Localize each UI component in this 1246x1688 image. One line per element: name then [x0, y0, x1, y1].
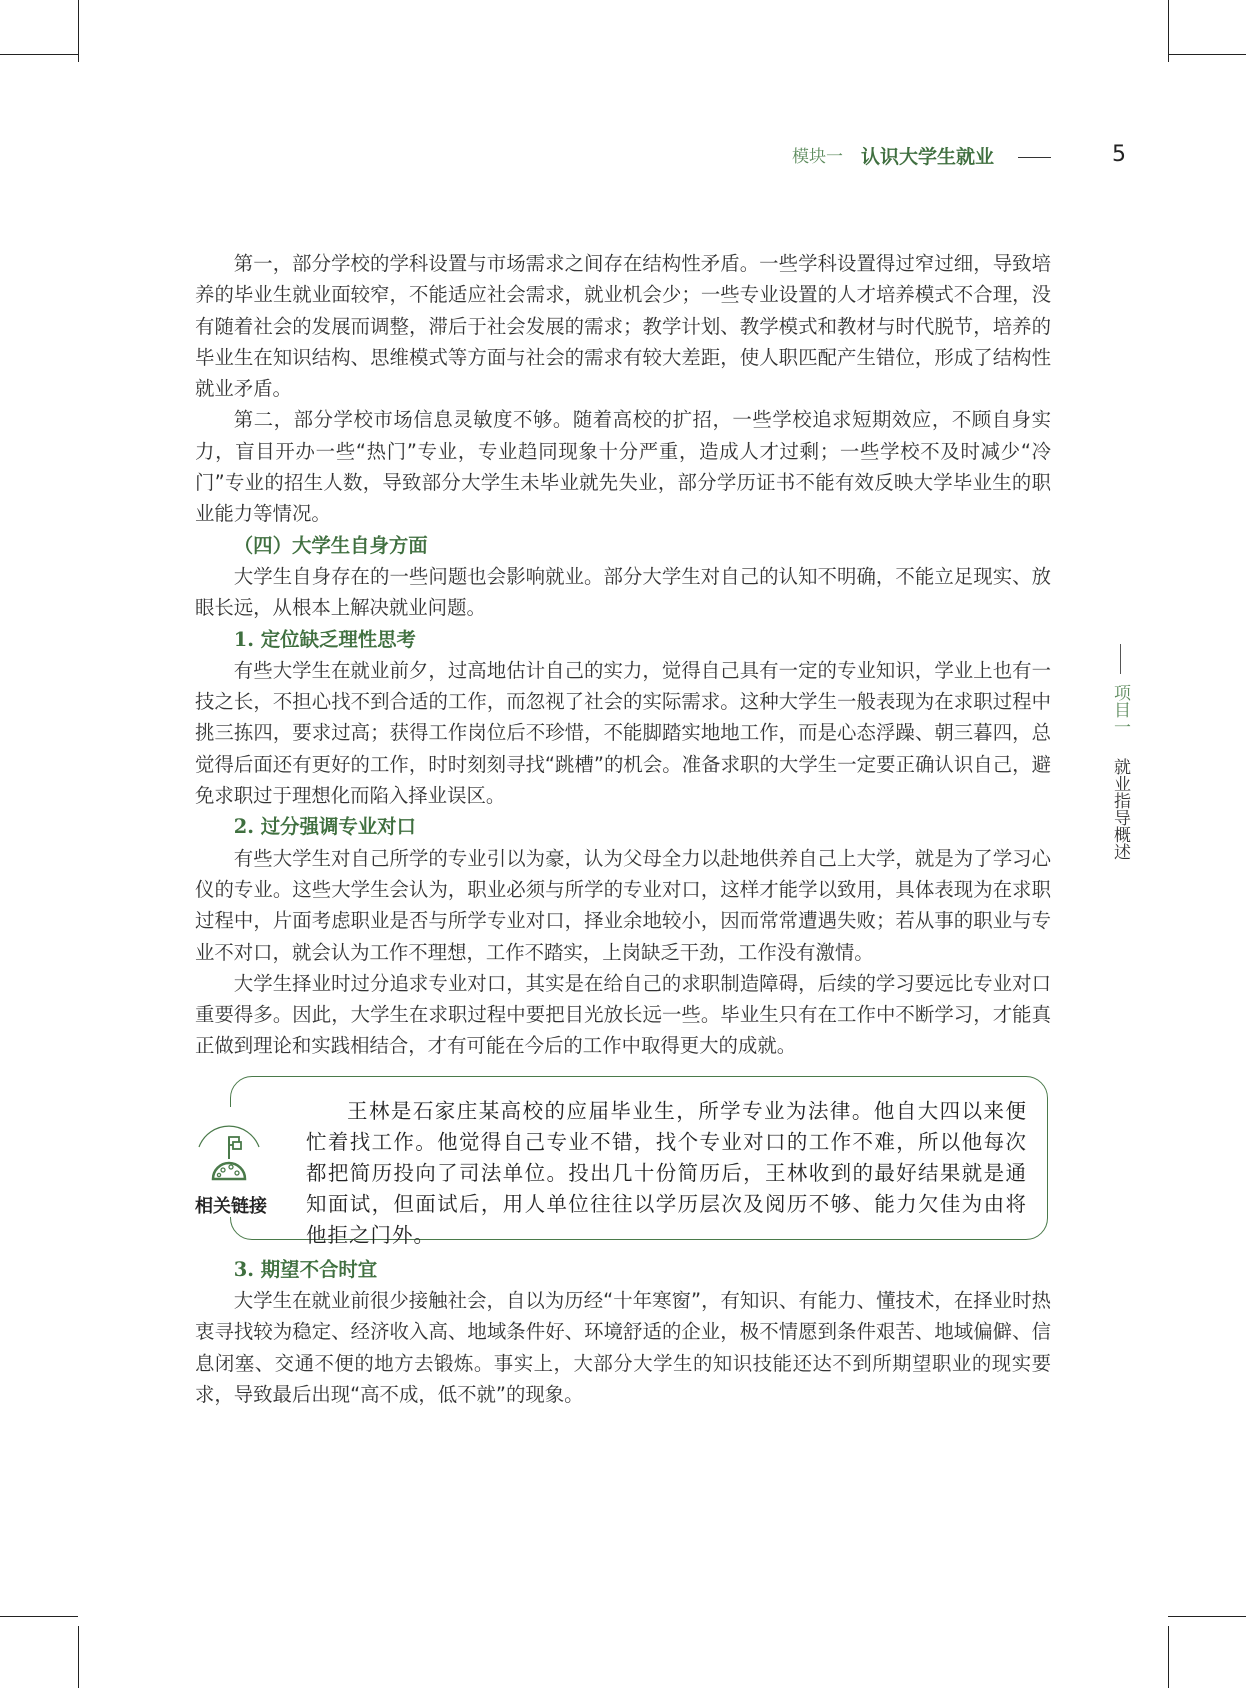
header-title: 认识大学生就业: [861, 146, 995, 168]
subheading: 1. 定位缺乏理性思考: [233, 627, 416, 651]
side-tab-divider: [1120, 644, 1121, 674]
crop-mark: [1168, 54, 1246, 55]
paragraph: 大学生择业时过分追求专业对口，其实是在给自己的求职制造障碍，后续的学习要远比专业对口重要得多。因此，大学生在求职过程中要把目光放长远一些。毕业生只有在工作中不断学习，才能真正做到理论和实践相结合，才有可能在今后的工作中取得更大的成就。: [195, 971, 1051, 1058]
crop-mark: [0, 1616, 78, 1617]
paragraph: 大学生在就业前很少接触社会，自以为历经“十年寒窗”，有知识、有能力、懂技术，在择业时热衷寻找较为稳定、经济收入高、地域条件好、环境舒适的企业，极不情愿到条件艰苦、地域偏僻、信息闭塞、交通不便的地方去锻炼。事实上，大部分大学生的知识技能还达不到所期望职业的现实要求，导致最后出现“高不成，低不就”的现象。: [195, 1289, 1051, 1406]
crop-mark: [1168, 1626, 1169, 1688]
related-link-callout: [195, 1076, 1048, 1247]
crop-mark: [1168, 0, 1169, 62]
callout-badge: [189, 1107, 269, 1217]
crop-mark: [78, 0, 79, 62]
side-tab-title: 就业指导概述: [1110, 758, 1130, 861]
section-heading: （四）大学生自身方面: [233, 533, 428, 557]
header-divider: [1018, 157, 1051, 158]
flag-hill-icon: [189, 1107, 269, 1187]
page-number: 5: [1112, 142, 1126, 167]
paragraph: 第一，部分学校的学科设置与市场需求之间存在结构性矛盾。一些学科设置得过窄过细，导致培养的毕业生就业面较窄，不能适应社会需求，就业机会少；一些专业设置的人才培养模式不合理，没有随着社会的发展而调整，滞后于社会发展的需求；教学计划、教学模式和教材与时代脱节，培养的毕业生在知识结构、思维模式等方面与社会的需求有较大差距，使人职匹配产生错位，形成了结构性就业矛盾。: [195, 252, 1051, 401]
body-text: [195, 248, 1051, 1410]
crop-mark: [1168, 1616, 1246, 1617]
callout-label: 相关链接: [195, 1195, 267, 1217]
side-tab-project: 项目一: [1110, 684, 1130, 735]
subheading: 2. 过分强调专业对口: [233, 815, 416, 839]
paragraph: 有些大学生对自己所学的专业引以为豪，认为父母全力以赴地供养自己上大学，就是为了学习心仪的专业。这些大学生会认为，职业必须与所学的专业对口，这样才能学以致用，具体表现为在求职过程中，片面考虑职业是否与所学专业对口，择业余地较小，因而常常遭遇失败；若从事的职业与专业不对口，就会认为工作不理想，工作不踏实，上岗缺乏干劲，工作没有激情。: [195, 846, 1051, 964]
subheading: 3. 期望不合时宜: [233, 1257, 378, 1281]
paragraph: 有些大学生在就业前夕，过高地估计自己的实力，觉得自己具有一定的专业知识，学业上也有一技之长，不担心找不到合适的工作，而忽视了社会的实际需求。这种大学生一般表现为在求职过程中挑三拣四，要求过高；获得工作岗位后不珍惜，不能脚踏实地地工作，而是心态浮躁、朝三暮四，总觉得后面还有更好的工作，时时刻刻寻找“跳槽”的机会。准备求职的大学生一定要正确认识自己，避免求职过于理想化而陷入择业误区。: [195, 658, 1051, 808]
paragraph: 第二，部分学校市场信息灵敏度不够。随着高校的扩招，一些学校追求短期效应，不顾自身实力，盲目开办一些“热门”专业，专业趋同现象十分严重，造成人才过剩；一些学校不及时减少“冷门”专业的招生人数，导致部分大学生未毕业就先失业，部分学历证书不能有效反映大学毕业生的职业能力等情况。: [195, 408, 1051, 526]
crop-mark: [78, 1626, 79, 1688]
crop-mark: [0, 54, 78, 55]
paragraph: 大学生自身存在的一些问题也会影响就业。部分大学生对自己的认知不明确，不能立足现实、放眼长远，从根本上解决就业问题。: [195, 564, 1051, 620]
side-tab: [1108, 684, 1132, 860]
header-module: 模块一: [792, 147, 843, 167]
callout-text: 王林是石家庄某高校的应届毕业生，所学专业为法律。他自大四以来便忙着找工作。他觉得自己专业不错，找个专业对口的工作不难，所以他每次都把简历投向了司法单位。投出几十份简历后，王林收到的最好结果就是通知面试，但面试后，用人单位往往以学历层次及阅历不够、能力欠佳为由将他拒之门外。: [306, 1100, 1027, 1247]
